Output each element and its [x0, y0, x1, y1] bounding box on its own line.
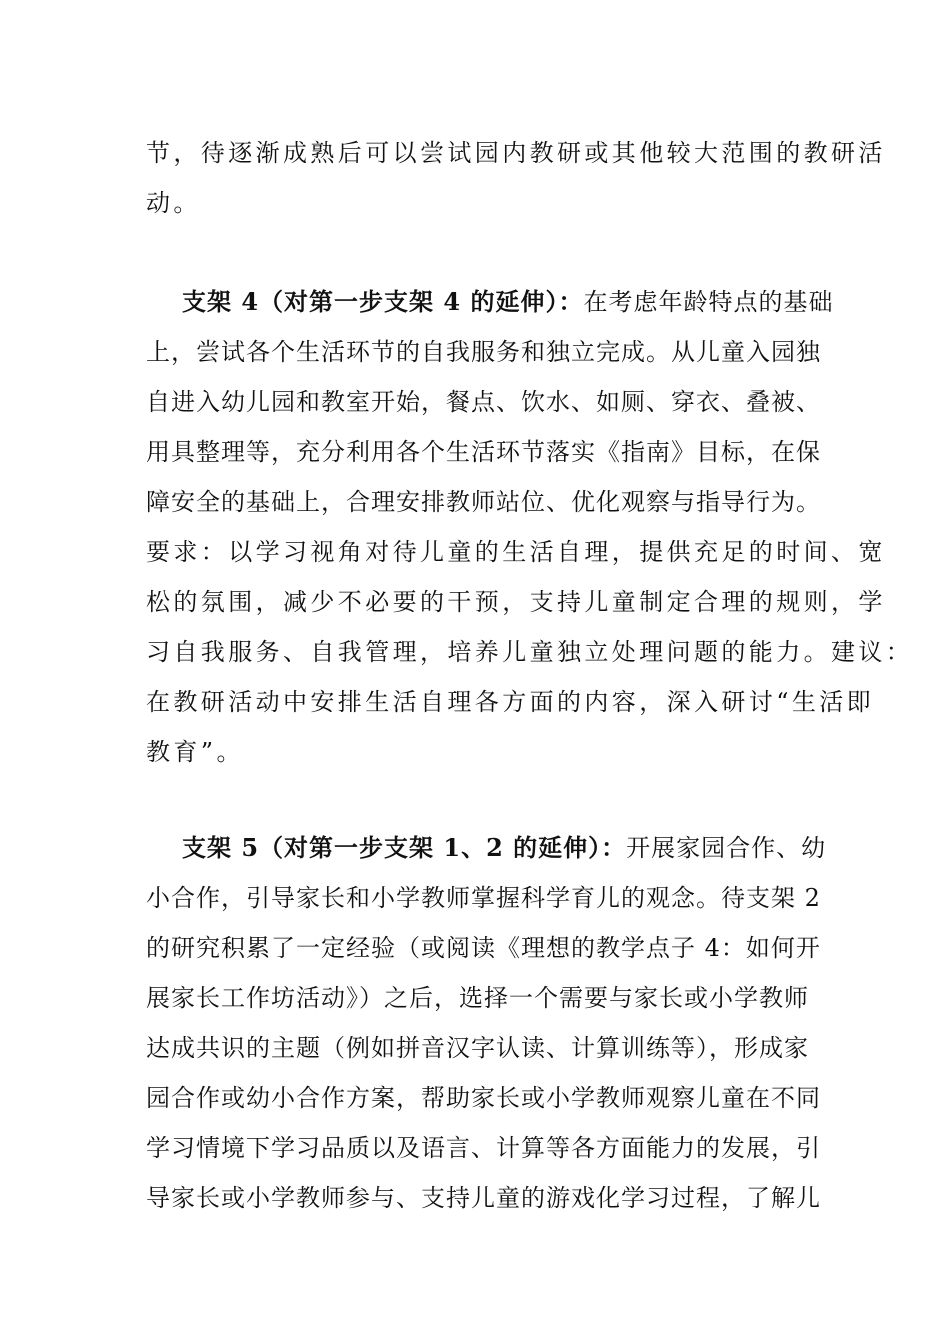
section4-line: 障安全的基础上，合理安排教师站位、优化观察与指导行为。: [146, 488, 821, 516]
section5-line: 开展家园合作、幼: [626, 834, 827, 862]
section5-first-line: [182, 833, 826, 863]
section4-line: 教育”。: [146, 738, 244, 766]
paragraph-line: 节，待逐渐成熟后可以尝试园内教研或其他较大范围的教研活: [146, 139, 886, 167]
section5-line: 园合作或幼小合作方案，帮助家长或小学教师观察儿童在不同: [146, 1084, 821, 1112]
section5-line: 小合作，引导家长和小学教师掌握科学育儿的观念。待支架 2: [146, 884, 821, 912]
section4-line: 习自我服务、自我管理，培养儿童独立处理问题的能力。建议：: [146, 638, 914, 666]
section4-line: 上，尝试各个生活环节的自我服务和独立完成。从儿童入园独: [146, 338, 821, 366]
section5-line: 导家长或小学教师参与、支持儿童的游戏化学习过程，了解儿: [146, 1184, 821, 1212]
section4-first-line: [182, 287, 833, 317]
paragraph-line: 动。: [146, 189, 201, 217]
section4-heading: 支架 4（对第一步支架 4 的延伸）：: [182, 287, 584, 316]
section5-line: 达成共识的主题（例如拼音汉字认读、计算训练等），形成家: [146, 1034, 809, 1062]
section4-line: 在考虑年龄特点的基础: [583, 288, 834, 316]
section5-heading: 支架 5（对第一步支架 1、2 的延伸）：: [182, 833, 627, 862]
section4-line: 要求：以学习视角对待儿童的生活自理，提供充足的时间、宽: [146, 538, 886, 566]
section5-line: 的研究积累了一定经验（或阅读《理想的教学点子 4：如何开: [146, 934, 821, 962]
section4-line: 在教研活动中安排生活自理各方面的内容，深入研讨“生活即: [146, 688, 875, 716]
section4-line: 用具整理等，充分利用各个生活环节落实《指南》目标，在保: [146, 438, 821, 466]
section5-line: 学习情境下学习品质以及语言、计算等各方面能力的发展，引: [146, 1134, 821, 1162]
section4-line: 自进入幼儿园和教室开始，餐点、饮水、如厕、穿衣、叠被、: [146, 388, 821, 416]
section4-line: 松的氛围，减少不必要的干预，支持儿童制定合理的规则，学: [146, 588, 886, 616]
section5-line: 展家长工作坊活动》）之后，选择一个需要与家长或小学教师: [146, 984, 809, 1012]
